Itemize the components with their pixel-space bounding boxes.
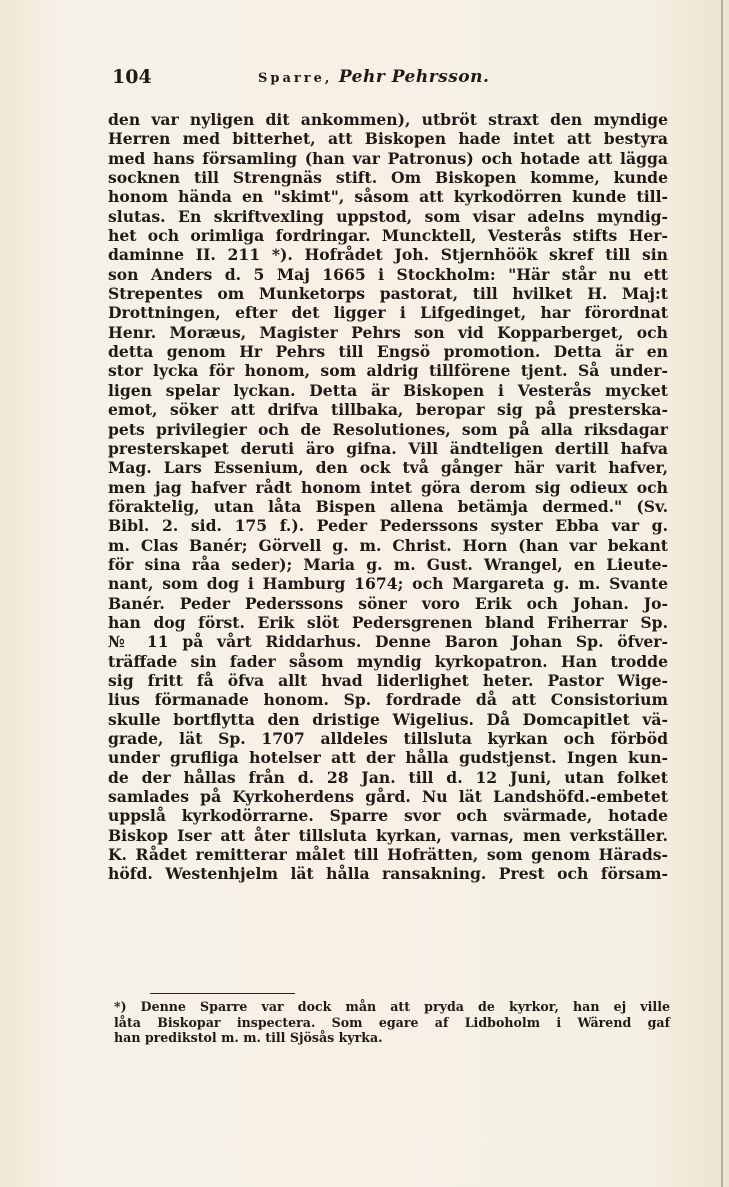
footnote (114, 999, 670, 1046)
footnote-line: han predikstol m. m. till Sjösås kyrka. (114, 1030, 383, 1045)
text-line: under grufliga hotelser att der hålla gudstjenst. Ingen kun- (108, 748, 668, 768)
text-line: uppslå kyrkodörrarne. Sparre svor och svärmade, hotade (108, 806, 668, 826)
text-line: Drottningen, efter det ligger i Lifgedinget, har förordnat (108, 303, 668, 323)
text-line: het och orimliga fordringar. Muncktell, Vesterås stifts Her- (108, 226, 668, 246)
text-line: men jag hafver rådt honom intet göra derom sig odieux och (108, 477, 668, 497)
text-line: skulle bortflytta den dristige Wigelius. Då Domcapitlet vä- (108, 709, 668, 729)
text-line: Henr. Moræus, Magister Pehrs son vid Kopparberget, och (108, 322, 668, 342)
text-line: den var nyligen dit ankommen), utbröt straxt den myndige (108, 110, 668, 129)
text-line: ligen spelar lyckan. Detta är Biskopen i Vesterås mycket (108, 380, 668, 400)
text-line: Bibl. 2. sid. 175 f.). Peder Pederssons syster Ebba var g. (108, 516, 668, 536)
page-number: 104 (112, 66, 152, 88)
text-line: han dog först. Erik slöt Pedersgrenen bland Friherrar Sp. (108, 612, 668, 632)
text-line: för sina råa seder); Maria g. m. Gust. Wrangel, en Lieute- (108, 554, 668, 574)
running-head-surname: Sparre, (258, 71, 333, 86)
text-line: Strepentes om Munketorps pastorat, till hvilket H. Maj:t (108, 284, 668, 304)
text-line: de der hållas från d. 28 Jan. till d. 12 Juni, utan folket (108, 767, 668, 787)
text-line: Biskop Iser att åter tillsluta kyrkan, varnas, men verkställer. (108, 825, 668, 845)
text-line: pets privilegier och de Resolutiones, som på alla riksdagar (108, 419, 668, 439)
page-edge (721, 0, 723, 1187)
text-line: nant, som dog i Hamburg 1674; och Margareta g. m. Svante (108, 574, 668, 594)
text-line: Banér. Peder Pederssons söner voro Erik och Johan. Jo- (108, 593, 668, 613)
page-header (112, 66, 632, 92)
text-line: socknen till Strengnäs stift. Om Biskopen komme, kunde (108, 168, 668, 188)
running-head (258, 67, 489, 87)
text-line: honom hända en "skimt", såsom att kyrkodörren kunde till- (108, 187, 668, 207)
text-line: samlades på Kyrkoherdens gård. Nu lät Landshöfd.-embetet (108, 787, 668, 807)
body-text (108, 110, 668, 884)
text-line: detta genom Hr Pehrs till Engsö promotion. Detta är en (108, 342, 668, 362)
text-line: träffade sin fader såsom myndig kyrkopatron. Han trodde (108, 651, 668, 671)
text-line: föraktelig, utan låta Bispen allena betämja dermed." (Sv. (108, 496, 668, 516)
text-line: slutas. En skriftvexling uppstod, som visar adelns myndig- (108, 206, 668, 226)
text-line: K. Rådet remitterar målet till Hofrätten, som genom Härads- (108, 845, 668, 865)
text-line: Herren med bitterhet, att Biskopen hade intet att bestyra (108, 129, 668, 149)
running-head-name: Pehr Pehrsson. (338, 67, 490, 87)
footnote-line: låta Biskopar inspectera. Som egare af Lidboholm i Wärend gaf (114, 1014, 670, 1030)
text-line: grade, lät Sp. 1707 alldeles tillsluta kyrkan och förböd (108, 729, 668, 748)
text-line: presterskapet deruti äro gifna. Vill ändteligen dertill hafva (108, 438, 668, 458)
text-line: sig fritt få öfva allt hvad liderlighet heter. Pastor Wige- (108, 670, 668, 690)
text-line: son Anders d. 5 Maj 1665 i Stockholm: "Här står nu ett (108, 264, 668, 284)
text-line: daminne II. 211 *). Hofrådet Joh. Stjernhöök skref till sin (108, 245, 668, 265)
text-line: lius förmanade honom. Sp. fordrade då att Consistorium (108, 690, 668, 710)
text-line: med hans församling (han var Patronus) och hotade att lägga (108, 148, 668, 168)
footnote-line: *) Denne Sparre var dock mån att pryda de kyrkor, han ej ville (114, 999, 670, 1014)
text-line: m. Clas Banér; Görvell g. m. Christ. Horn (han var bekant (108, 535, 668, 555)
text-line: stor lycka för honom, som aldrig tillförene tjent. Så under- (108, 361, 668, 381)
footnote-rule (150, 993, 295, 994)
text-line: höfd. Westenhjelm lät hålla ransakning. Prest och försam- (108, 864, 668, 884)
text-line: emot, söker att drifva tillbaka, beropar sig på presterska- (108, 400, 668, 420)
text-line: № 11 på vårt Riddarhus. Denne Baron Johan Sp. öfver- (108, 632, 668, 652)
text-line: Mag. Lars Essenium, den ock två gånger här varit hafver, (108, 458, 668, 478)
